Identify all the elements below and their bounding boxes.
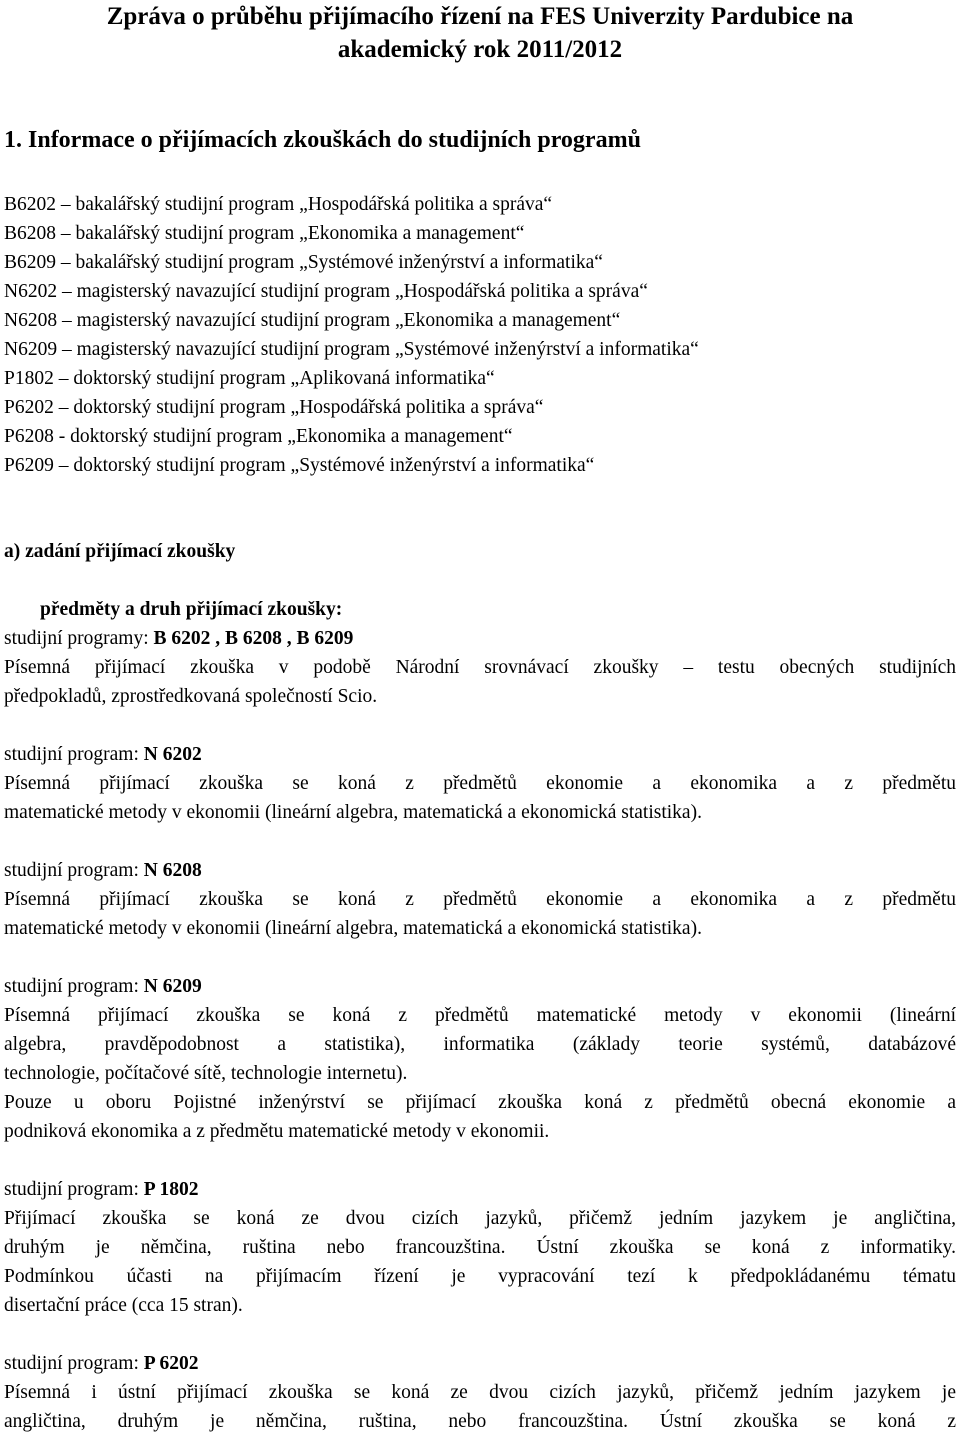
p1802-code: P 1802	[143, 1179, 199, 1200]
program-line-n6202: N6202 – magisterský navazující studijní program „Hospodářská politika a správa“	[4, 281, 648, 302]
program-line-b6209: B6209 – bakalářský studijní program „Systémové inženýrství a informatika“	[4, 252, 603, 273]
bachelor-programs-label: studijní programy:	[4, 628, 154, 649]
n6209-text-line-2: algebra, pravděpodobnost a statistika), informatika (základy teorie systémů, databázové	[4, 1034, 956, 1055]
p1802-program-line	[4, 1178, 198, 1202]
n6208-text-line-2: matematické metody v ekonomii (lineární algebra, matematická a ekonomická statistika).	[4, 918, 702, 939]
n6208-text-line-1: Písemná přijímací zkouška se koná z předmětů ekonomie a ekonomika a z předmětu	[4, 889, 956, 910]
p6202-program-line	[4, 1352, 198, 1376]
n6208-program-line	[4, 859, 202, 883]
section-1-heading: 1. Informace o přijímacích zkouškách do studijních programů	[4, 127, 641, 153]
bachelor-programs-line	[4, 627, 353, 651]
program-line-p6208: P6208 - doktorský studijní program „Ekonomika a management“	[4, 426, 513, 447]
n6208-code: N 6208	[143, 860, 202, 881]
report-title-line-1: Zpráva o průběhu přijímacího řízení na FES Univerzity Pardubice na	[106, 3, 854, 30]
n6202-text-line-2: matematické metody v ekonomii (lineární algebra, matematická a ekonomická statistika).	[4, 802, 702, 823]
p6202-label: studijní program:	[4, 1353, 144, 1374]
n6209-text-line-4: Pouze u oboru Pojistné inženýrství se přijímací zkouška koná z předmětů obecná ekonomie a	[4, 1092, 956, 1113]
bachelor-text-line-1: Písemná přijímací zkouška v podobě Národní srovnávací zkoušky – testu obecných studijních	[4, 657, 956, 678]
bachelor-programs-codes: B 6202 , B 6208 , B 6209	[153, 628, 354, 649]
n6202-code: N 6202	[143, 744, 202, 765]
p6202-text-line-1: Písemná i ústní přijímací zkouška se koná ze dvou cizích jazyků, přičemž jedním jazykem je	[4, 1382, 956, 1403]
n6202-program-line	[4, 743, 202, 767]
p6202-code: P 6202	[143, 1353, 199, 1374]
program-line-p1802: P1802 – doktorský studijní program „Aplikovaná informatika“	[4, 368, 495, 389]
program-line-n6209: N6209 – magisterský navazující studijní program „Systémové inženýrství a informatika“	[4, 339, 699, 360]
program-line-p6202: P6202 – doktorský studijní program „Hospodářská politika a správa“	[4, 397, 544, 418]
n6209-program-line	[4, 975, 202, 999]
n6209-code: N 6209	[143, 976, 202, 997]
report-title	[0, 0, 960, 66]
program-line-b6208: B6208 – bakalářský studijní program „Ekonomika a management“	[4, 223, 525, 244]
n6209-label: studijní program:	[4, 976, 144, 997]
program-line-b6202: B6202 – bakalářský studijní program „Hospodářská politika a správa“	[4, 194, 553, 215]
n6209-text-line-5: podniková ekonomika a z předmětu matematické metody v ekonomii.	[4, 1121, 550, 1142]
p1802-text-line-1: Přijímací zkouška se koná ze dvou cizích jazyků, přičemž jedním jazykem je angličtina,	[4, 1208, 956, 1229]
n6202-text-line-1: Písemná přijímací zkouška se koná z předmětů ekonomie a ekonomika a z předmětu	[4, 773, 956, 794]
p1802-text-line-4: disertační práce (cca 15 stran).	[4, 1295, 243, 1316]
n6208-label: studijní program:	[4, 860, 144, 881]
bachelor-text-line-2: předpokladů, zprostředkovaná společností Scio.	[4, 686, 378, 707]
p6202-text-line-2: angličtina, druhým je němčina, ruština, nebo francouzština. Ústní zkouška se koná z	[4, 1411, 956, 1432]
p1802-text-line-3: Podmínkou účasti na přijímacím řízení je vypracování tezí k předpokládanému tématu	[4, 1266, 956, 1287]
program-line-n6208: N6208 – magisterský navazující studijní program „Ekonomika a management“	[4, 310, 621, 331]
subsection-a-heading: a) zadání přijímací zkoušky	[4, 541, 236, 562]
subsection-a-subheading: předměty a druh přijímací zkoušky:	[40, 599, 343, 620]
report-title-line-2: akademický rok 2011/2012	[337, 36, 623, 63]
n6209-text-line-1: Písemná přijímací zkouška se koná z předmětů matematické metody v ekonomii (lineární	[4, 1005, 956, 1026]
p1802-label: studijní program:	[4, 1179, 144, 1200]
program-line-p6209: P6209 – doktorský studijní program „Systémové inženýrství a informatika“	[4, 455, 595, 476]
p1802-text-line-2: druhým je němčina, ruština nebo francouzština. Ústní zkouška se koná z informatiky.	[4, 1237, 956, 1258]
n6202-label: studijní program:	[4, 744, 144, 765]
n6209-text-line-3: technologie, počítačové sítě, technologie internetu).	[4, 1063, 408, 1084]
